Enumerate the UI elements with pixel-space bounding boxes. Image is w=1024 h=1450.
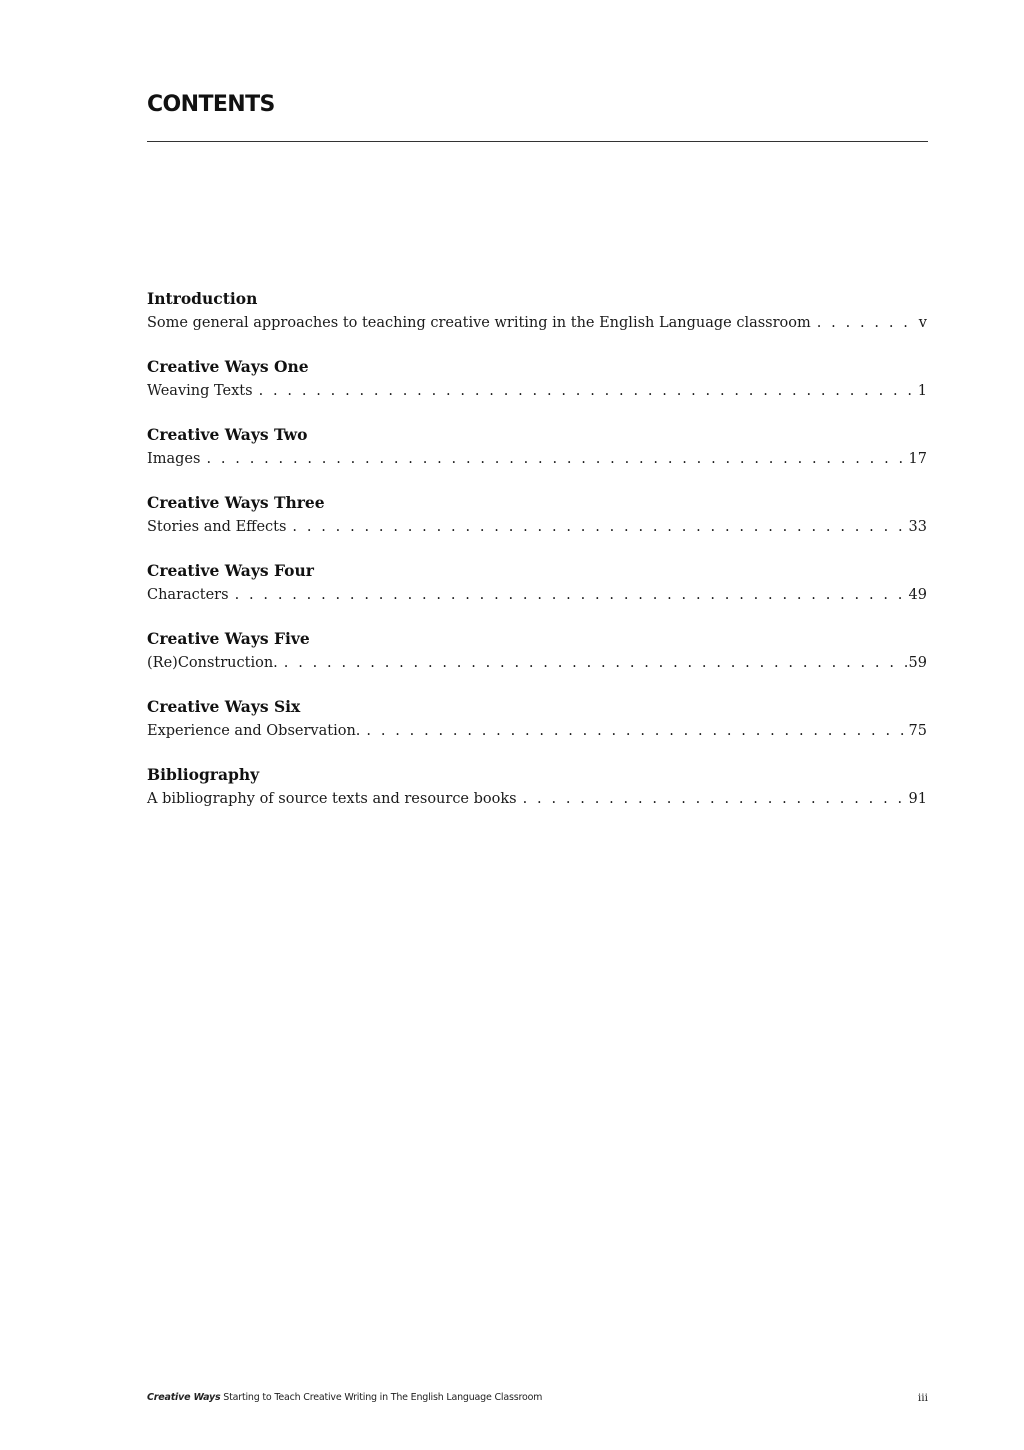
toc-entry[interactable] bbox=[147, 650, 927, 676]
entry-page-number: 33 bbox=[908, 519, 927, 535]
dot-leader bbox=[360, 718, 906, 744]
section-heading: Creative Ways One bbox=[147, 357, 309, 376]
entry-title: Some general approaches to teaching creative writing in the English Language classroom bbox=[147, 315, 811, 331]
toc-entry[interactable] bbox=[147, 514, 927, 540]
toc-section-creative-ways-six bbox=[147, 696, 927, 764]
dot-leader bbox=[253, 378, 916, 404]
toc-section-creative-ways-one bbox=[147, 356, 927, 424]
page-title: CONTENTS bbox=[147, 92, 275, 117]
section-heading: Creative Ways Five bbox=[147, 629, 310, 648]
dot-leader bbox=[200, 446, 906, 472]
entry-title: Stories and Effects bbox=[147, 519, 287, 535]
entry-page-number: 17 bbox=[908, 451, 927, 467]
entry-title: Characters bbox=[147, 587, 229, 603]
footer-page-number: iii bbox=[917, 1392, 928, 1404]
entry-page-number: 1 bbox=[917, 383, 927, 399]
table-of-contents bbox=[147, 288, 927, 832]
entry-page-number: v bbox=[918, 315, 927, 331]
entry-page-number: 59 bbox=[908, 655, 927, 671]
footer-running-title bbox=[147, 1392, 542, 1403]
page-footer bbox=[147, 1392, 928, 1408]
toc-entry[interactable] bbox=[147, 786, 927, 812]
entry-title: (Re)Construction. bbox=[147, 655, 278, 671]
toc-section-creative-ways-five bbox=[147, 628, 927, 696]
entry-title: Weaving Texts bbox=[147, 383, 253, 399]
dot-leader bbox=[517, 786, 907, 812]
dot-leader bbox=[229, 582, 907, 608]
entry-page-number: 91 bbox=[908, 791, 927, 807]
section-heading: Creative Ways Six bbox=[147, 697, 301, 716]
section-heading: Creative Ways Four bbox=[147, 561, 314, 580]
title-divider bbox=[147, 141, 928, 142]
entry-page-number: 49 bbox=[908, 587, 927, 603]
footer-brand: Creative Ways bbox=[147, 1392, 221, 1403]
toc-section-creative-ways-two bbox=[147, 424, 927, 492]
toc-entry[interactable] bbox=[147, 310, 927, 336]
entry-page-number: 75 bbox=[908, 723, 927, 739]
dot-leader bbox=[286, 514, 906, 540]
footer-subtitle: Starting to Teach Creative Writing in The English Language Classroom bbox=[223, 1392, 543, 1403]
toc-section-creative-ways-four bbox=[147, 560, 927, 628]
section-heading: Creative Ways Three bbox=[147, 493, 325, 512]
toc-entry[interactable] bbox=[147, 582, 927, 608]
toc-entry[interactable] bbox=[147, 718, 927, 744]
entry-title: Images bbox=[147, 451, 201, 467]
toc-entry[interactable] bbox=[147, 446, 927, 472]
entry-title: A bibliography of source texts and resource books bbox=[147, 791, 517, 807]
dot-leader bbox=[811, 310, 917, 336]
toc-section-creative-ways-three bbox=[147, 492, 927, 560]
toc-entry[interactable] bbox=[147, 378, 927, 404]
section-heading: Bibliography bbox=[147, 765, 260, 784]
section-heading: Introduction bbox=[147, 289, 258, 308]
toc-section-introduction bbox=[147, 288, 927, 356]
section-heading: Creative Ways Two bbox=[147, 425, 308, 444]
toc-section-bibliography bbox=[147, 764, 927, 832]
entry-title: Experience and Observation. bbox=[147, 723, 361, 739]
dot-leader bbox=[278, 650, 907, 676]
